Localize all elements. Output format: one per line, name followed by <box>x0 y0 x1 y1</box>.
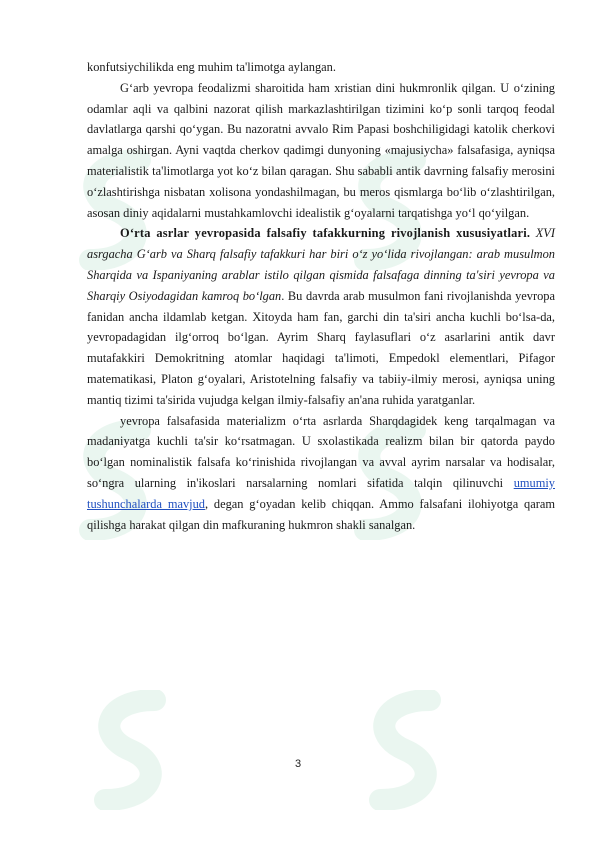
paragraph-2: G‘arb yevropa feodalizmi sharoitida ham xristian dini hukmronlik qilgan. U o‘zining odamlar aqli va qalbini nazorat qilish markazlashtirilgan tizimini ko‘p sonli tarqoq feodal davlatlarga qarshi qo‘ygan. Bu nazoratni avvalo Rim Papasi boshchiligidagi katolik cherkovi amalga oshirgan. Ayni vaqtda cherkov qadimgi dunyoning «majusiycha» falsafasiga, ayniqsa materialistik ta'limotlarga yot ko‘z bilan qaragan. Shu sababli antik davrning falsafiy merosini o‘zlashtirishga nisbatan xolisona yondashilmagan, bu meros qismlarga bo‘lib o‘zlashtirilgan, asosan diniy aqidalarni mustahkamlovchi idealistik g‘oyalarni tarqatishga yo‘l qo‘yilgan. <box>87 80 555 220</box>
page-number: 3 <box>294 758 302 770</box>
paragraph-1: konfutsiychilikda eng muhim ta'limotga aylangan. <box>87 60 336 74</box>
watermark-logo-icon <box>360 690 450 810</box>
section-heading: O‘rta asrlar yevropasida falsafiy tafakkurning rivojlanish xususiyatlari. <box>120 226 531 241</box>
paragraph-4-text-start: yevropa falsafasida materializm o‘rta asrlarda Sharqdagidek keng tarqalmagan va madaniyatga kuchli ta'sir ko‘rsatmagan. U sxolastikada realizm bilan bir qatorda paydo bo‘lgan nominalistik falsafa ko‘rinishida rivojlangan va avval ayrim narsalar va hodisalar, so‘ngra ularning in'ikoslari narsalarning nomlari sifatida talqin qilinuvchi <box>87 413 555 490</box>
paragraph-4-text-end: , degan g‘oyadan kelib chiqqan. Ammo falsafani ilohiyotga qaram qilishga harakat qilgan din mafkuraning hukmron shakli sanalgan. <box>87 496 555 532</box>
hyperlink[interactable]: umumiy tushunchalarda mavjud <box>87 475 555 511</box>
paragraph-4 <box>87 411 555 536</box>
document-body <box>87 57 555 535</box>
watermark-logo-icon <box>85 690 175 810</box>
italic-passage: XVI asrgacha G‘arb va Sharq falsafiy tafakkuri har biri o‘z yo‘lida rivojlangan: arab musulmon Sharqida va Ispaniyaning arablar istilo qilgan qismida falsafaga dinning ta'siri yevropa va Sharqiy Osiyodagidan kamroq bo‘lgan <box>87 226 555 303</box>
paragraph-3-text: . Bu davrda arab musulmon fani rivojlanishda yevropa fanidan ancha ildamlab ketgan. Xitoyda ham fan, garchi din ta'siri ancha kuchli bo‘lsa-da, yevropadagidan ilg‘orroq bo‘lgan. Ayrim Sharq faylasuflari o‘z asarlarini antik davr mutafakkiri Demokritning atomlar haqidagi ta'limoti, Empedokl elementlari, Pifagor matematikasi, Platon g‘oyalari, Aristotelning falsafiy va tabiiy-ilmiy merosi, ayniqsa uning mantiq tizimi ta'sirida vujudga kelgan ilmiy-falsafiy an'ana ruhida yaratganlar. <box>87 288 555 407</box>
paragraph-3 <box>87 223 555 410</box>
